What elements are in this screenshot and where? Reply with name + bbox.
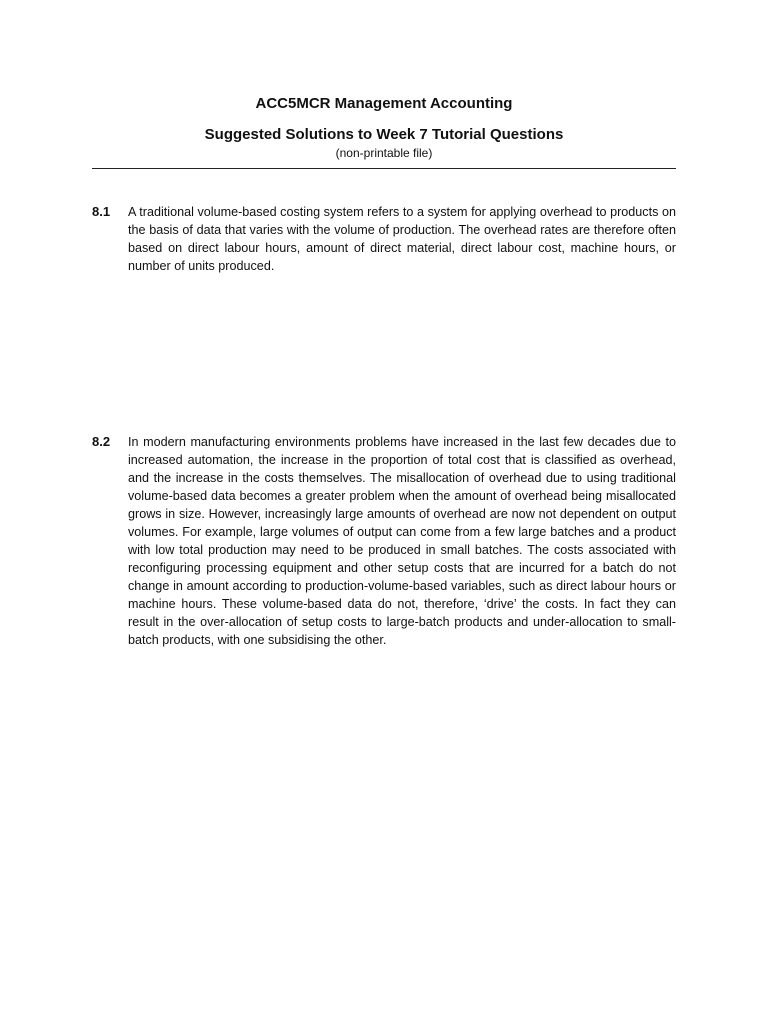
question-number: 8.1 — [92, 204, 111, 219]
header-divider — [92, 168, 676, 169]
document-title: Suggested Solutions to Week 7 Tutorial Questions — [204, 126, 564, 143]
question-8-1 — [92, 203, 676, 275]
course-title: ACC5MCR Management Accounting — [255, 95, 513, 112]
document-header — [92, 94, 676, 161]
answer-text: A traditional volume-based costing system refers to a system for applying overhead to products on the basis of data that varies with the volume of production. The overhead rates are therefore often based on direct labour hours, amount of direct material, direct labour cost, machine hours, or number of units produced. — [128, 205, 676, 273]
question-number: 8.2 — [92, 434, 111, 449]
question-8-2 — [92, 433, 676, 649]
document-note: (non-printable file) — [335, 146, 433, 160]
answer-text: In modern manufacturing environments problems have increased in the last few decades due to increased automation, the increase in the proportion of total cost that is classified as overhead, and the increase in the costs themselves. The misallocation of overhead due to using traditional volume-based data becomes a greater problem when the amount of overhead being misallocated grows in size. However, increasingly large amounts of overhead are now not dependent on output volumes. For example, large volumes of output can come from a few large batches and a product with low total production may need to be produced in small batches. The costs associated with reconfiguring processing equipment and other setup costs that are incurred for a batch do not change in amount according to production-volume-based variables, such as direct labour hours or machine hours. These volume-based data do not, therefore, ‘drive’ the costs. In fact they can result in the over-allocation of setup costs to large-batch products and under-allocation to small-batch products, with one subsidising the other. — [128, 435, 676, 647]
